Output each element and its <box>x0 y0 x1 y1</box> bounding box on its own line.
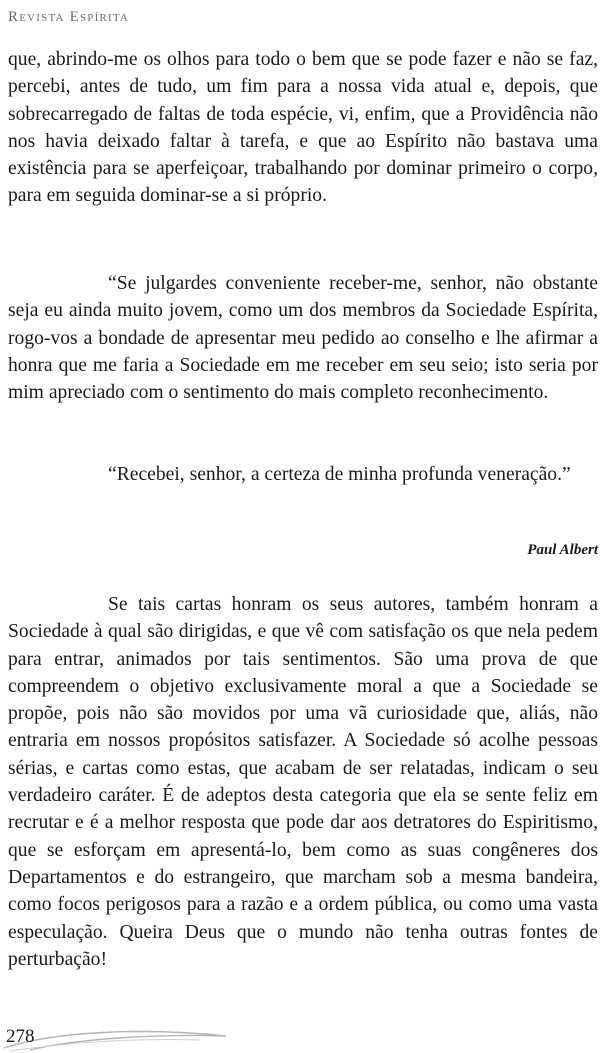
page-number: 278 <box>6 1026 35 1047</box>
paragraph-commentary: Se tais cartas honram os seus autores, também honram a Sociedade à qual são dirigidas, e que vê com satisfação os que nela pedem para entrar, animados por tais sentimentos. São uma prova de que compreendem o objetivo exclusivamente moral a que a Sociedade se propõe, pois não são movidos por uma vã curiosidade que, aliás, não entraria em nossos propósitos satisfazer. A Sociedade só acolhe pessoas sérias, e cartas como estas, que acabam de ser relatadas, indicam o seu verdadeiro caráter. É de adeptos desta categoria que ela se sente feliz em recrutar e é a melhor resposta que pode dar aos detratores do Espiritismo, que se esforçam em apresentá-lo, bem como as suas congêneres dos Departamentos e do estrangeiro, que marcham sob a mesma bandeira, como focos perigosos para a razão e a ordem pública, ou como uma vasta especulação. Queira Deus que o mundo não tenha outras fontes de perturbação! <box>8 594 598 970</box>
running-head: Revista Espírita <box>8 9 130 25</box>
page-number-swoosh-icon <box>0 1022 230 1053</box>
paragraph-continuation: que, abrindo-me os olhos para todo o bem que se pode fazer e não se faz, percebi, antes de tudo, um fim para a nossa vida atual e, depois, que sobrecarregado de faltas de toda espécie, vi, enfim, que a Providência não nos havia deixado faltar à tarefa, e que ao Espírito não bastava uma existência para se aperfeiçoar, trabalhando por dominar primeiro o corpo, para em seguida dominar-se a si próprio. <box>8 49 598 207</box>
paragraph-letter-closing: “Recebei, senhor, a certeza de minha profunda veneração.” <box>108 464 571 485</box>
paragraph-letter-request: “Se julgardes conveniente receber-me, senhor, não obstante seja eu ainda muito jovem, como um dos membros da Sociedade Espírita, rogo-vos a bondade de apresentar meu pedido ao conselho e lhe afirmar a honra que me faria a Sociedade em me receber em seu seio; isto seria por mim apreciado com o sentimento do mais completo reconhecimento. <box>8 273 598 404</box>
letter-signature: Paul Albert <box>527 542 598 558</box>
